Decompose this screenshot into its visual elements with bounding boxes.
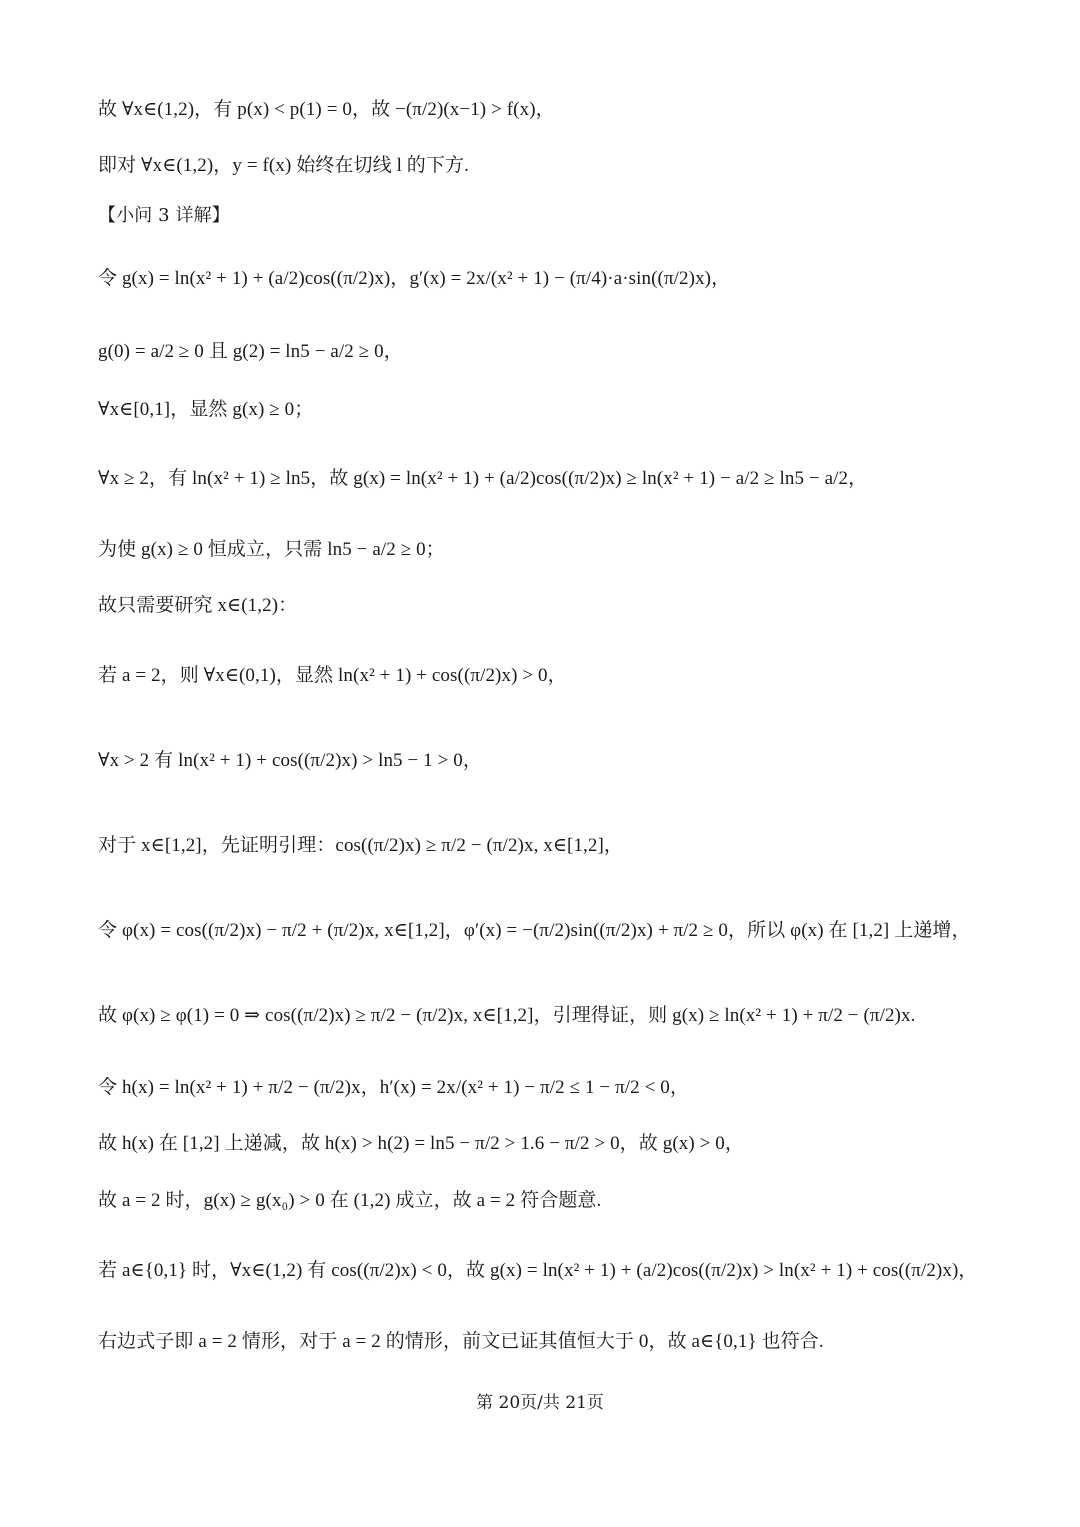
text-line-15: 令 h(x) = ln(x² + 1) + π/2 − (π/2)x，h′(x) = 2x/(x² + 1) − π/2 ≤ 1 − π/2 < 0， bbox=[98, 1077, 689, 1098]
text-line-19: 右边式子即 a = 2 情形，对于 a = 2 的情形，前文已证其值恒大于 0，故 a∈{0,1} 也符合. bbox=[98, 1331, 824, 1352]
text-line-5: g(0) = a/2 ≥ 0 且 g(2) = ln5 − a/2 ≥ 0， bbox=[98, 341, 403, 362]
text-line-11: ∀x > 2 有 ln(x² + 1) + cos((π/2)x) > ln5 − 1 > 0， bbox=[98, 750, 482, 771]
text-line-1: 故 ∀x∈(1,2)，有 p(x) < p(1) = 0，故 −(π/2)(x−1) > f(x)， bbox=[98, 99, 555, 120]
text-line-12: 对于 x∈[1,2]，先证明引理：cos((π/2)x) ≥ π/2 − (π/2)x, x∈[1,2]， bbox=[98, 835, 624, 856]
text-line-13: 令 φ(x) = cos((π/2)x) − π/2 + (π/2)x, x∈[1,2]，φ′(x) = −(π/2)sin((π/2)x) + π/2 ≥ 0，所以 φ(x) 在 [1,2] 上递增， bbox=[98, 920, 971, 941]
text-line-2: 即对 ∀x∈(1,2)，y = f(x) 始终在切线 l 的下方. bbox=[98, 155, 469, 176]
text-line-7: ∀x ≥ 2，有 ln(x² + 1) ≥ ln5，故 g(x) = ln(x² + 1) + (a/2)cos((π/2)x) ≥ ln(x² + 1) − a/2 ≥ ln5 − a/2， bbox=[98, 468, 868, 489]
text-line-16: 故 h(x) 在 [1,2] 上递减，故 h(x) > h(2) = ln5 − π/2 > 1.6 − π/2 > 0，故 g(x) > 0， bbox=[98, 1133, 745, 1154]
text-line-4: 令 g(x) = ln(x² + 1) + (a/2)cos((π/2)x)，g′(x) = 2x/(x² + 1) − (π/4)·a·sin((π/2)x)， bbox=[98, 268, 731, 289]
section-heading: 【小问 3 详解】 bbox=[98, 205, 230, 226]
text-line-18: 若 a∈{0,1} 时，∀x∈(1,2) 有 cos((π/2)x) < 0，故 g(x) = ln(x² + 1) + (a/2)cos((π/2)x) > ln(x² + 1) + cos((π/2)x)， bbox=[98, 1260, 978, 1281]
text-line-17: 故 a = 2 时，g(x) ≥ g(x₀) > 0 在 (1,2) 成立，故 a = 2 符合题意. bbox=[98, 1190, 602, 1211]
text-line-9: 故只需要研究 x∈(1,2)： bbox=[98, 595, 298, 616]
text-line-6: ∀x∈[0,1]，显然 g(x) ≥ 0； bbox=[98, 399, 314, 420]
text-line-14: 故 φ(x) ≥ φ(1) = 0 ⇒ cos((π/2)x) ≥ π/2 − (π/2)x, x∈[1,2]，引理得证，则 g(x) ≥ ln(x² + 1) + π/2 − (π/2)x. bbox=[98, 1005, 916, 1026]
page-footer: 第 20页/共 21页 bbox=[476, 1393, 604, 1413]
text-line-10: 若 a = 2，则 ∀x∈(0,1)，显然 ln(x² + 1) + cos((π/2)x) > 0， bbox=[98, 665, 567, 686]
text-line-8: 为使 g(x) ≥ 0 恒成立，只需 ln5 − a/2 ≥ 0； bbox=[98, 539, 445, 560]
